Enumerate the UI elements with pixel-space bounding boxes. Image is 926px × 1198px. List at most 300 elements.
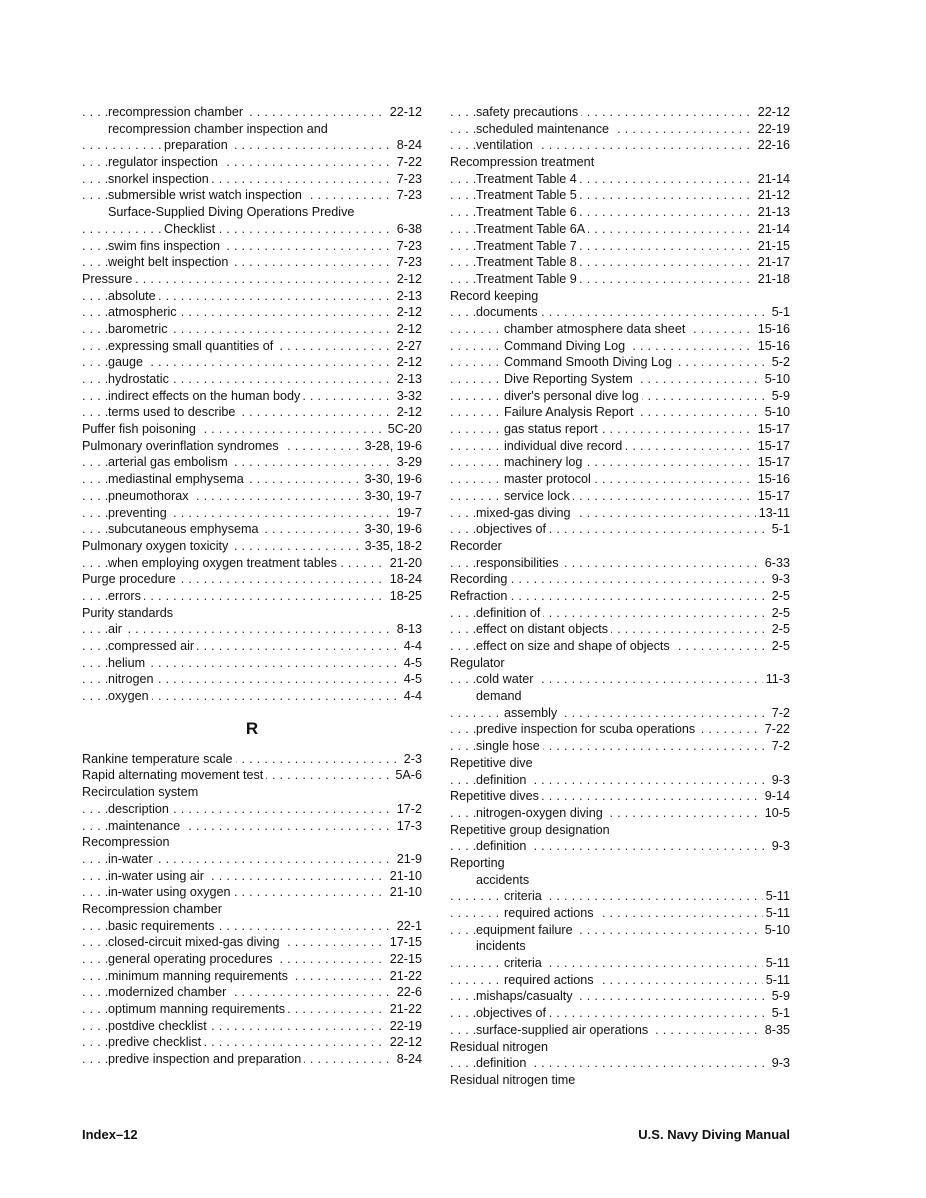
- index-entry: [82, 801, 422, 818]
- index-entry: [450, 171, 790, 188]
- page-reference: 22-6: [394, 984, 422, 1001]
- index-term: ventilation: [476, 138, 536, 152]
- page-reference: 2-27: [394, 338, 422, 355]
- index-term: swim fins inspection: [108, 239, 223, 253]
- page-reference: 5-11: [763, 955, 790, 972]
- index-term: objectives of: [476, 522, 549, 536]
- index-term: Refraction: [450, 589, 510, 603]
- page-reference: 21-22: [387, 968, 422, 985]
- leader-dots: [450, 488, 790, 505]
- page-reference: 15-17: [755, 454, 790, 471]
- page-reference: 21-13: [755, 204, 790, 221]
- page-reference: 7-2: [769, 738, 790, 755]
- index-entry: [450, 154, 790, 171]
- leader-dots: [82, 221, 422, 238]
- index-entry: [450, 805, 790, 822]
- leader-dots: [450, 421, 790, 438]
- index-term: subcutaneous emphysema: [108, 522, 262, 536]
- page-reference: 21-15: [755, 238, 790, 255]
- index-term: scheduled maintenance: [476, 122, 612, 136]
- page-reference: 21-9: [394, 851, 422, 868]
- page-reference: 5-10: [762, 371, 790, 388]
- index-term: mishaps/casualty: [476, 989, 576, 1003]
- index-term: Reporting: [450, 856, 508, 870]
- index-term: Checklist: [164, 222, 218, 236]
- index-entry: [82, 321, 422, 338]
- index-entry: [82, 104, 422, 121]
- index-term: Treatment Table 4: [476, 172, 580, 186]
- index-term: surface-supplied air operations: [476, 1023, 651, 1037]
- index-entry: [82, 834, 422, 851]
- index-entry: [82, 1051, 422, 1068]
- page-reference: 17-2: [394, 801, 422, 818]
- page-reference: 10-5: [762, 805, 790, 822]
- index-entry: [450, 521, 790, 538]
- page-reference: 15-16: [755, 321, 790, 338]
- index-term: in-water: [108, 852, 156, 866]
- index-column-left: [82, 104, 422, 1068]
- page-reference: 5A-6: [392, 767, 422, 784]
- index-term: Recompression chamber: [82, 902, 225, 916]
- page-reference: 4-5: [401, 671, 422, 688]
- page-reference: 3-29: [394, 454, 422, 471]
- index-term: nitrogen: [108, 672, 157, 686]
- index-term: optimum manning requirements: [108, 1002, 288, 1016]
- index-entry: [82, 121, 422, 138]
- index-entry: [82, 767, 422, 784]
- index-term: absolute: [108, 289, 159, 303]
- index-term: Puffer fish poisoning: [82, 422, 199, 436]
- page-reference: 13-11: [756, 505, 790, 522]
- index-term: helium: [108, 656, 148, 670]
- index-entry: [450, 588, 790, 605]
- index-entry: [82, 555, 422, 572]
- index-entry: [82, 918, 422, 935]
- page-reference: 21-10: [387, 884, 422, 901]
- page-reference: 7-23: [394, 254, 422, 271]
- page-reference: 21-12: [755, 187, 790, 204]
- page-reference: 2-12: [394, 404, 422, 421]
- index-entry: [450, 922, 790, 939]
- index-term: terms used to describe: [108, 405, 238, 419]
- manual-title: U.S. Navy Diving Manual: [638, 1127, 790, 1142]
- index-entry: [450, 421, 790, 438]
- index-term: general operating procedures: [108, 952, 276, 966]
- index-entry: [450, 755, 790, 772]
- page-reference: 15-17: [755, 438, 790, 455]
- page-reference: 2-5: [769, 588, 790, 605]
- index-entry: [450, 388, 790, 405]
- page-reference: 6-38: [394, 221, 422, 238]
- index-entry: [450, 738, 790, 755]
- page-reference: 9-3: [769, 571, 790, 588]
- page-reference: 6-33: [762, 555, 790, 572]
- index-entry: [450, 454, 790, 471]
- index-entry: [450, 354, 790, 371]
- page-reference: 17-3: [394, 818, 422, 835]
- index-term: indirect effects on the human body: [108, 389, 303, 403]
- index-term: Recirculation system: [82, 785, 201, 799]
- index-term: Dive Reporting System: [504, 372, 636, 386]
- index-term: weight belt inspection: [108, 255, 231, 269]
- leader-dots: [82, 621, 422, 638]
- index-entry: [82, 1001, 422, 1018]
- index-term: Repetitive dive: [450, 756, 536, 770]
- index-term: definition: [476, 1056, 529, 1070]
- index-entry: [82, 204, 422, 221]
- index-term: nitrogen-oxygen diving: [476, 806, 606, 820]
- index-term: mediastinal emphysema: [108, 472, 247, 486]
- page-reference: 15-16: [755, 338, 790, 355]
- index-term: documents: [476, 305, 541, 319]
- index-term: Repetitive dives: [450, 789, 542, 803]
- index-entry: [82, 1034, 422, 1051]
- page-reference: 21-14: [755, 221, 790, 238]
- index-entry: [82, 438, 422, 455]
- page-reference: 2-12: [394, 304, 422, 321]
- page-reference: 8-35: [762, 1022, 790, 1039]
- index-term: objectives of: [476, 1006, 549, 1020]
- index-term: Surface-Supplied Diving Operations Predive: [108, 205, 357, 219]
- index-term: machinery log: [504, 455, 585, 469]
- index-entry: [450, 638, 790, 655]
- index-term: cold water: [476, 672, 536, 686]
- index-term: Residual nitrogen time: [450, 1073, 578, 1087]
- page-reference: 5-1: [769, 304, 790, 321]
- index-term: diver's personal dive log: [504, 389, 642, 403]
- index-term: required actions: [504, 973, 597, 987]
- index-term: maintenance: [108, 819, 183, 833]
- index-term: description: [108, 802, 172, 816]
- page-reference: 4-4: [401, 688, 422, 705]
- index-entry: [450, 605, 790, 622]
- index-entry: [450, 705, 790, 722]
- index-term: accidents: [476, 873, 532, 887]
- index-term: in-water using oxygen: [108, 885, 234, 899]
- index-column-right: [450, 104, 790, 1089]
- page-reference: 17-15: [387, 934, 422, 951]
- index-entry: [82, 421, 422, 438]
- index-entry: [450, 938, 790, 955]
- page-reference: 22-1: [394, 918, 422, 935]
- index-term: closed-circuit mixed-gas diving: [108, 935, 282, 949]
- index-term: criteria: [504, 889, 545, 903]
- index-entry: [82, 238, 422, 255]
- section-letter-heading: R: [245, 718, 259, 738]
- index-entry: [82, 605, 422, 622]
- index-entry: [450, 238, 790, 255]
- index-entry: [82, 571, 422, 588]
- index-entry: [82, 154, 422, 171]
- index-entry: [82, 934, 422, 951]
- page-reference: 9-3: [769, 1055, 790, 1072]
- page-reference: 2-5: [769, 638, 790, 655]
- index-term: service lock: [504, 489, 573, 503]
- index-term: single hose: [476, 739, 543, 753]
- index-entry: [450, 187, 790, 204]
- index-term: Recompression: [82, 835, 173, 849]
- index-entry: [82, 187, 422, 204]
- page-reference: 8-24: [394, 137, 422, 154]
- index-entry: [82, 171, 422, 188]
- page-reference: 21-18: [755, 271, 790, 288]
- page-reference: 21-14: [755, 171, 790, 188]
- index-term: Recorder: [450, 539, 505, 553]
- index-term: Failure Analysis Report: [504, 405, 637, 419]
- page-reference: 21-22: [387, 1001, 422, 1018]
- page-reference: 7-23: [394, 187, 422, 204]
- page-reference: 8-13: [394, 621, 422, 638]
- index-term: Pulmonary oxygen toxicity: [82, 539, 231, 553]
- index-entry: [450, 404, 790, 421]
- index-term: Purge procedure: [82, 572, 179, 586]
- page-reference: 7-22: [762, 721, 790, 738]
- page-reference: 7-23: [394, 171, 422, 188]
- page-reference: 2-3: [401, 751, 422, 768]
- index-entry: [450, 1005, 790, 1022]
- index-entry: [450, 104, 790, 121]
- index-term: recompression chamber inspection and: [108, 122, 331, 136]
- index-entry: [82, 271, 422, 288]
- index-entry: [450, 872, 790, 889]
- page-reference: 5-9: [769, 388, 790, 405]
- index-entry: [450, 254, 790, 271]
- index-term: gauge: [108, 355, 146, 369]
- index-entry: [82, 688, 422, 705]
- index-entry: [450, 1055, 790, 1072]
- index-term: mixed-gas diving: [476, 506, 574, 520]
- page-reference: 5-11: [763, 972, 790, 989]
- leader-dots: [450, 955, 790, 972]
- index-entry: [82, 221, 422, 238]
- page-reference: 22-12: [387, 1034, 422, 1051]
- index-term: safety precautions: [476, 105, 581, 119]
- page-reference: 5-1: [769, 1005, 790, 1022]
- index-entry: [82, 137, 422, 154]
- index-term: predive checklist: [108, 1035, 204, 1049]
- index-term: compressed air: [108, 639, 197, 653]
- index-term: required actions: [504, 906, 597, 920]
- index-term: expressing small quantities of: [108, 339, 276, 353]
- index-term: postdive checklist: [108, 1019, 210, 1033]
- index-entry: [450, 555, 790, 572]
- index-entry: [82, 671, 422, 688]
- index-term: Repetitive group designation: [450, 823, 613, 837]
- index-entry: [450, 488, 790, 505]
- index-term: Rapid alternating movement test: [82, 768, 266, 782]
- page-reference: 22-16: [755, 137, 790, 154]
- index-term: barometric: [108, 322, 171, 336]
- index-entry: [82, 951, 422, 968]
- leader-dots: [82, 137, 422, 154]
- index-entry: [82, 784, 422, 801]
- index-entry: [82, 638, 422, 655]
- index-term: individual dive record: [504, 439, 625, 453]
- index-entry: [82, 621, 422, 638]
- page-reference: 5-10: [762, 922, 790, 939]
- index-entry: [450, 538, 790, 555]
- index-term: equipment failure: [476, 923, 576, 937]
- index-entry: [82, 968, 422, 985]
- page-reference: 3-30, 19-6: [362, 471, 422, 488]
- index-entry: [450, 505, 790, 522]
- index-entry: [450, 271, 790, 288]
- index-term: Treatment Table 9: [476, 272, 580, 286]
- index-entry: [450, 204, 790, 221]
- index-term: Purity standards: [82, 606, 176, 620]
- page-reference: 5-9: [769, 988, 790, 1005]
- index-term: preventing: [108, 506, 170, 520]
- index-term: criteria: [504, 956, 545, 970]
- index-entry: [82, 588, 422, 605]
- page-reference: 21-20: [387, 555, 422, 572]
- index-entry: [450, 955, 790, 972]
- index-entry: [82, 538, 422, 555]
- page-reference: 22-12: [755, 104, 790, 121]
- page-reference: 3-28, 19-6: [362, 438, 422, 455]
- index-entry: [450, 471, 790, 488]
- index-term: oxygen: [108, 689, 152, 703]
- index-entry: [450, 288, 790, 305]
- index-entry: [450, 888, 790, 905]
- index-term: atmospheric: [108, 305, 180, 319]
- index-entry: [450, 321, 790, 338]
- index-entry: [450, 972, 790, 989]
- index-term: chamber atmosphere data sheet: [504, 322, 688, 336]
- index-entry: [450, 772, 790, 789]
- page-reference: 15-17: [755, 488, 790, 505]
- index-term: definition: [476, 839, 529, 853]
- index-entry: [450, 688, 790, 705]
- page-reference: 7-2: [769, 705, 790, 722]
- index-entry: [450, 621, 790, 638]
- index-entry: [450, 855, 790, 872]
- index-entry: [82, 371, 422, 388]
- page-reference: 2-12: [394, 271, 422, 288]
- leader-dots: [450, 454, 790, 471]
- index-term: effect on size and shape of objects: [476, 639, 673, 653]
- index-term: Pulmonary overinflation syndromes: [82, 439, 282, 453]
- index-entry: [82, 388, 422, 405]
- index-entry: [450, 338, 790, 355]
- page-reference: 7-23: [394, 238, 422, 255]
- page-reference: 9-3: [769, 772, 790, 789]
- index-entry: [450, 655, 790, 672]
- index-entry: [450, 304, 790, 321]
- page-footer: [82, 1127, 790, 1147]
- index-term: preparation: [164, 138, 231, 152]
- index-term: modernized chamber: [108, 985, 229, 999]
- page-reference: 4-5: [401, 655, 422, 672]
- index-term: in-water using air: [108, 869, 207, 883]
- index-term: when employing oxygen treatment tables: [108, 556, 340, 570]
- page-reference: 22-12: [387, 104, 422, 121]
- index-entry: [82, 884, 422, 901]
- page-reference: 5C-20: [385, 421, 422, 438]
- index-entry: [450, 988, 790, 1005]
- page-reference: 2-5: [769, 605, 790, 622]
- index-term: Recompression treatment: [450, 155, 597, 169]
- leader-dots: [450, 905, 790, 922]
- page-reference: 22-15: [387, 951, 422, 968]
- index-entry: [450, 1022, 790, 1039]
- index-entry: [82, 655, 422, 672]
- index-entry: [82, 338, 422, 355]
- index-term: basic requirements: [108, 919, 217, 933]
- index-term: incidents: [476, 939, 529, 953]
- index-entry: [450, 905, 790, 922]
- index-term: demand: [476, 689, 525, 703]
- index-entry: [82, 751, 422, 768]
- index-entry: [82, 304, 422, 321]
- index-entry: [450, 137, 790, 154]
- page-reference: 11-3: [763, 671, 790, 688]
- index-entry: [450, 671, 790, 688]
- index-entry: [450, 221, 790, 238]
- leader-dots: [450, 705, 790, 722]
- index-entry: [450, 822, 790, 839]
- index-term: Treatment Table 6: [476, 205, 580, 219]
- index-term: hydrostatic: [108, 372, 172, 386]
- index-entry: [450, 438, 790, 455]
- index-term: snorkel inspection: [108, 172, 212, 186]
- index-term: Pressure: [82, 272, 135, 286]
- page-reference: 18-24: [387, 571, 422, 588]
- index-entry: [82, 454, 422, 471]
- page-reference: 3-32: [394, 388, 422, 405]
- index-entry: [450, 838, 790, 855]
- page-reference: 19-7: [394, 505, 422, 522]
- index-entry: [450, 1039, 790, 1056]
- leader-dots: [450, 888, 790, 905]
- page-reference: 5-2: [769, 354, 790, 371]
- index-term: Residual nitrogen: [450, 1040, 551, 1054]
- page-reference: 18-25: [387, 588, 422, 605]
- index-term: submersible wrist watch inspection: [108, 188, 305, 202]
- index-term: gas status report: [504, 422, 601, 436]
- index-entry: [82, 1018, 422, 1035]
- page-reference: 2-13: [394, 371, 422, 388]
- index-entry: [82, 521, 422, 538]
- index-term: predive inspection for scuba operations: [476, 722, 698, 736]
- index-entry: [82, 984, 422, 1001]
- index-entry: [82, 288, 422, 305]
- index-term: pneumothorax: [108, 489, 192, 503]
- index-entry: [82, 901, 422, 918]
- page-reference: 21-10: [387, 868, 422, 885]
- index-term: arterial gas embolism: [108, 455, 231, 469]
- page-reference: 4-4: [401, 638, 422, 655]
- index-entry: [82, 254, 422, 271]
- page-reference: 8-24: [394, 1051, 422, 1068]
- index-entry: [82, 471, 422, 488]
- page-reference: 3-35, 18-2: [362, 538, 422, 555]
- page-reference: 2-12: [394, 354, 422, 371]
- page-reference: 15-17: [755, 421, 790, 438]
- index-term: Command Diving Log: [504, 339, 628, 353]
- page-reference: 5-1: [769, 521, 790, 538]
- index-entry: [450, 788, 790, 805]
- index-term: Regulator: [450, 656, 508, 670]
- index-term: predive inspection and preparation: [108, 1052, 304, 1066]
- index-term: Treatment Table 7: [476, 239, 580, 253]
- index-term: definition of: [476, 606, 543, 620]
- index-term: regulator inspection: [108, 155, 221, 169]
- page-reference: 2-5: [769, 621, 790, 638]
- index-entry: [82, 868, 422, 885]
- page-reference: 5-10: [762, 404, 790, 421]
- index-term: air: [108, 622, 125, 636]
